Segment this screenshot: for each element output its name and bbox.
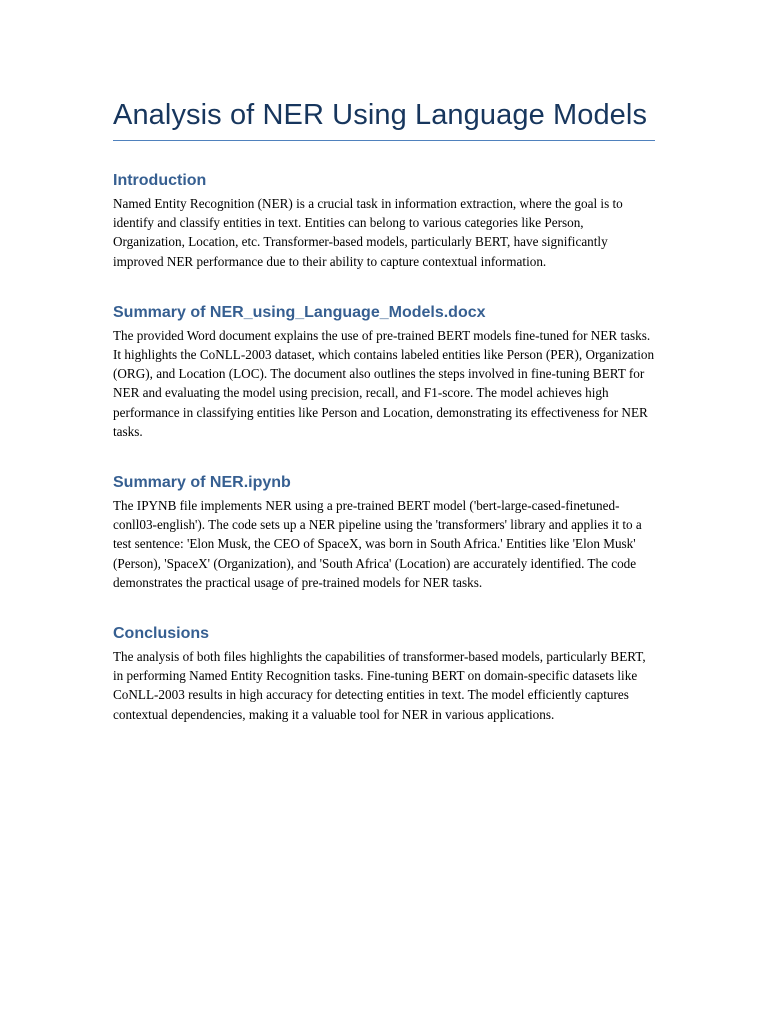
section-heading: Conclusions	[113, 625, 210, 643]
section-heading: Summary of NER_using_Language_Models.docx	[113, 303, 486, 321]
section-heading: Introduction	[113, 172, 207, 189]
section-paragraph: The provided Word document explains the use of pre-trained BERT models fine-tuned for NER tasks. It highlights the CoNLL-2003 dataset, which contains labeled entities like Person (PER), Organization (ORG), and Location (LOC). The document also outlines the steps involved in fine-tuning BERT for NER and evaluating the model using precision, recall, and F1-score. The model achieves high performance in classifying entities like Person and Location, demonstrating its effectiveness for NER tasks.	[113, 327, 655, 439]
title-divider	[113, 140, 655, 141]
section-summary-ipynb	[113, 472, 658, 592]
section-conclusions	[113, 623, 658, 724]
section-introduction	[113, 170, 658, 271]
section-summary-docx	[113, 302, 658, 441]
section-paragraph: The analysis of both files highlights the capabilities of transformer-based models, particularly BERT, in performing Named Entity Recognition tasks. Fine-tuning BERT on domain-specific datasets like CoNLL-2003 results in high accuracy for detecting entities in text. The model efficiently captures contextual dependencies, making it a valuable tool for NER in various applications.	[113, 649, 646, 722]
section-heading: Summary of NER.ipynb	[113, 474, 291, 492]
section-paragraph: Named Entity Recognition (NER) is a crucial task in information extraction, where the goal is to identify and classify entities in text. Entities can belong to various categories like Person, Organization, Location, etc. Transformer-based models, particularly BERT, have significantly improved NER performance due to their ability to capture contextual information.	[113, 196, 623, 269]
section-paragraph: The IPYNB file implements NER using a pre-trained BERT model ('bert-large-cased-finetuned-conll03-english'). The code sets up a NER pipeline using the 'transformers' library and applies it to a test sentence: 'Elon Musk, the CEO of SpaceX, was born in South Africa.' Entities like 'Elon Musk' (Person), 'SpaceX' (Organization), and 'South Africa' (Location) are accurately identified. The code demonstrates the practical usage of pre-trained models for NER tasks.	[113, 498, 642, 590]
document-title: Analysis of NER Using Language Models	[113, 99, 648, 131]
document-page	[113, 96, 658, 724]
